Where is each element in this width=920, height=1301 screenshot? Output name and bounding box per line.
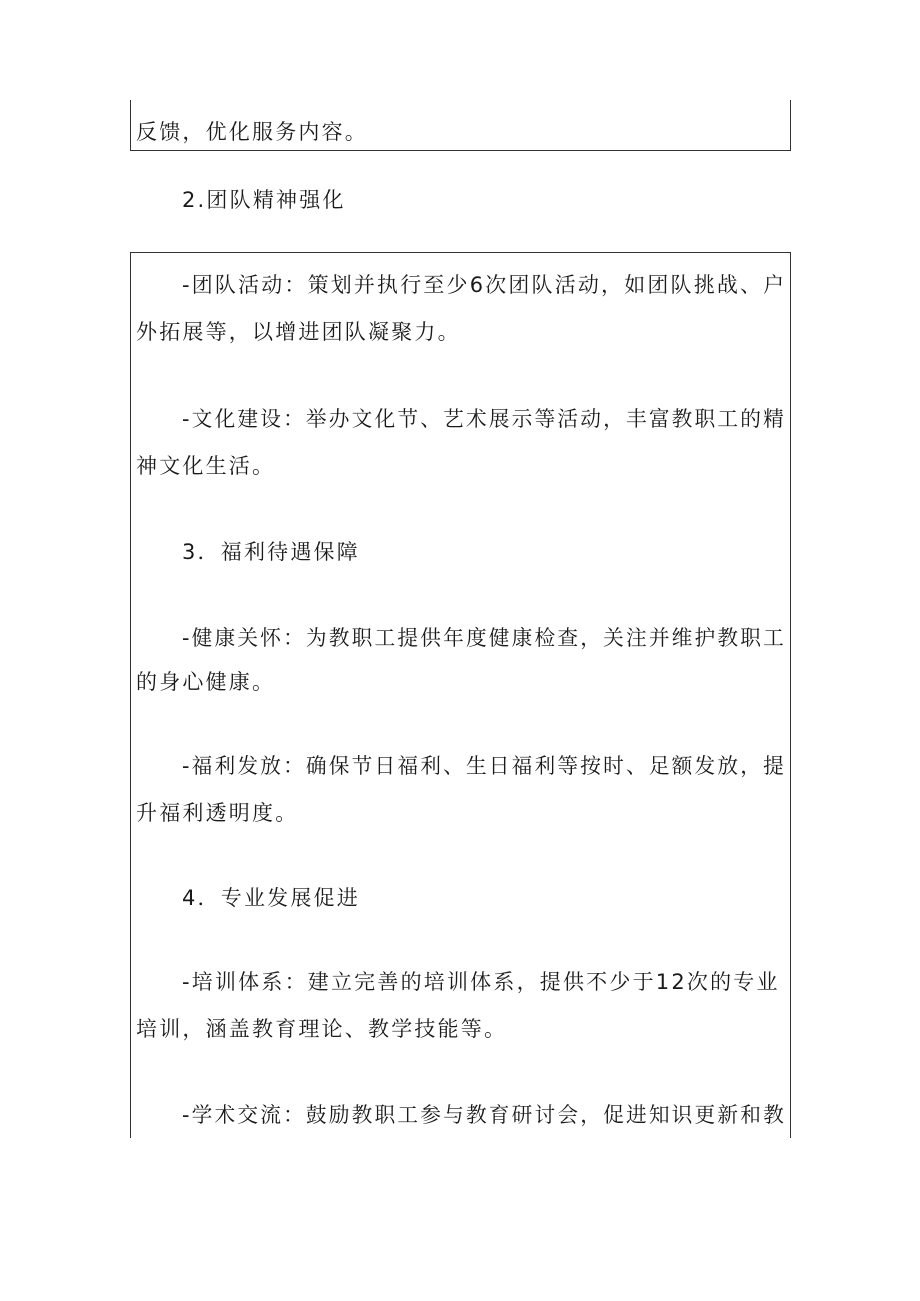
culture-building-line-1: -文化建设：举办文化节、艺术展示等活动，丰富教职工的精 — [182, 407, 786, 431]
health-care-line-1: -健康关怀：为教职工提供年度健康检查，关注并维护教职工 — [182, 626, 786, 650]
culture-building-line-2: 神文化生活。 — [136, 454, 276, 478]
training-system-line-1: -培训体系：建立完善的培训体系，提供不少于12次的专业 — [182, 970, 780, 994]
section-heading-4: 4．专业发展促进 — [182, 886, 360, 910]
health-care-line-2: 的身心健康。 — [136, 670, 276, 694]
team-activity-line-1: -团队活动：策划并执行至少6次团队活动，如团队挑战、户 — [182, 273, 787, 297]
training-system-line-2: 培训，涵盖教育理论、教学技能等。 — [136, 1017, 508, 1041]
welfare-distribution-line-1: -福利发放：确保节日福利、生日福利等按时、足额发放，提 — [182, 754, 786, 778]
team-activity-line-2: 外拓展等，以增进团队凝聚力。 — [136, 320, 461, 344]
section-heading-2: 2.团队精神强化 — [182, 188, 346, 212]
section-heading-3: 3．福利待遇保障 — [182, 540, 360, 564]
welfare-distribution-line-2: 升福利透明度。 — [136, 801, 299, 825]
academic-exchange-line-1: -学术交流：鼓励教职工参与教育研讨会，促进知识更新和教 — [182, 1103, 786, 1127]
continuation-text: 反馈，优化服务内容。 — [136, 120, 368, 144]
